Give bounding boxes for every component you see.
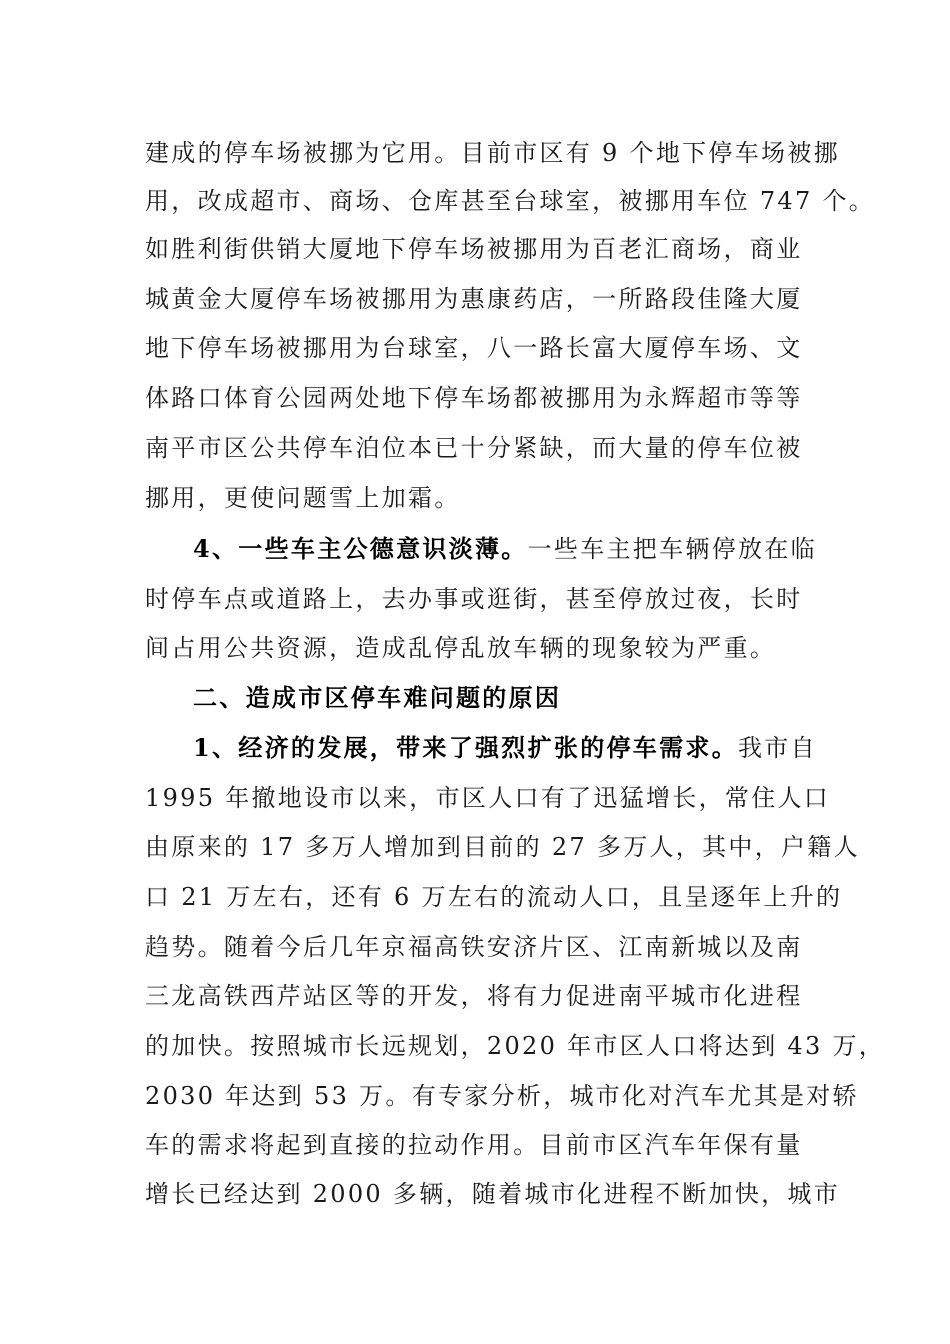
body-line: 南平市区公共停车泊位本已十分紧缺，而大量的停车位被 <box>145 434 803 462</box>
body-line: 时停车点或道路上，去办事或逛街，甚至停放过夜，长时 <box>145 585 803 613</box>
body-line: 2030 年达到 53 万。有专家分析，城市化对汽车尤其是对轿 <box>145 1082 859 1110</box>
body-line: 由原来的 17 多万人增加到目前的 27 多万人，其中，户籍人 <box>145 833 860 861</box>
body-line: 地下停车场被挪用为台球室，八一路长富大厦停车场、文 <box>145 334 803 362</box>
body-line: 口 21 万左右，还有 6 万左右的流动人口，且呈逐年上升的 <box>145 883 843 911</box>
body-line: 挪用，更使问题雪上加霜。 <box>145 484 461 512</box>
body-line: 城黄金大厦停车场被挪用为惠康药店，一所路段佳隆大厦 <box>145 285 803 313</box>
body-line: 用，改成超市、商场、仓库甚至台球室，被挪用车位 747 个。 <box>145 187 876 215</box>
section-heading: 二、造成市区停车难问题的原因 <box>193 683 562 712</box>
body-line: 如胜利街供销大厦地下停车场被挪用为百老汇商场，商业 <box>145 235 803 263</box>
body-line: 趋势。随着今后几年京福高铁安济片区、江南新城以及南 <box>145 933 803 961</box>
body-line: 车的需求将起到直接的拉动作用。目前市区汽车年保有量 <box>145 1131 803 1159</box>
paragraph-4-first-line <box>193 529 817 569</box>
body-line: 体路口体育公园两处地下停车场都被挪用为永辉超市等等 <box>145 384 803 412</box>
paragraph-4-heading: 4、一些车主公德意识淡薄。 <box>193 534 528 563</box>
paragraph-4-text: 一些车主把车辆停放在临 <box>527 535 817 563</box>
paragraph-1-text: 我市自 <box>738 734 817 762</box>
body-line: 建成的停车场被挪为它用。目前市区有 9 个地下停车场被挪 <box>145 139 840 167</box>
body-line: 增长已经达到 2000 多辆，随着城市化进程不断加快，城市 <box>145 1180 841 1208</box>
body-line: 1995 年撤地设市以来，市区人口有了迅猛增长，常住人口 <box>145 784 831 812</box>
body-line: 的加快。按照城市长远规划，2020 年市区人口将达到 43 万， <box>145 1032 886 1060</box>
paragraph-1-heading: 1、经济的发展，带来了强烈扩张的停车需求。 <box>193 733 738 762</box>
body-line: 三龙高铁西芹站区等的开发，将有力促进南平城市化进程 <box>145 982 803 1010</box>
body-line: 间占用公共资源，造成乱停乱放车辆的现象较为严重。 <box>145 634 777 662</box>
paragraph-1-first-line <box>193 728 817 768</box>
